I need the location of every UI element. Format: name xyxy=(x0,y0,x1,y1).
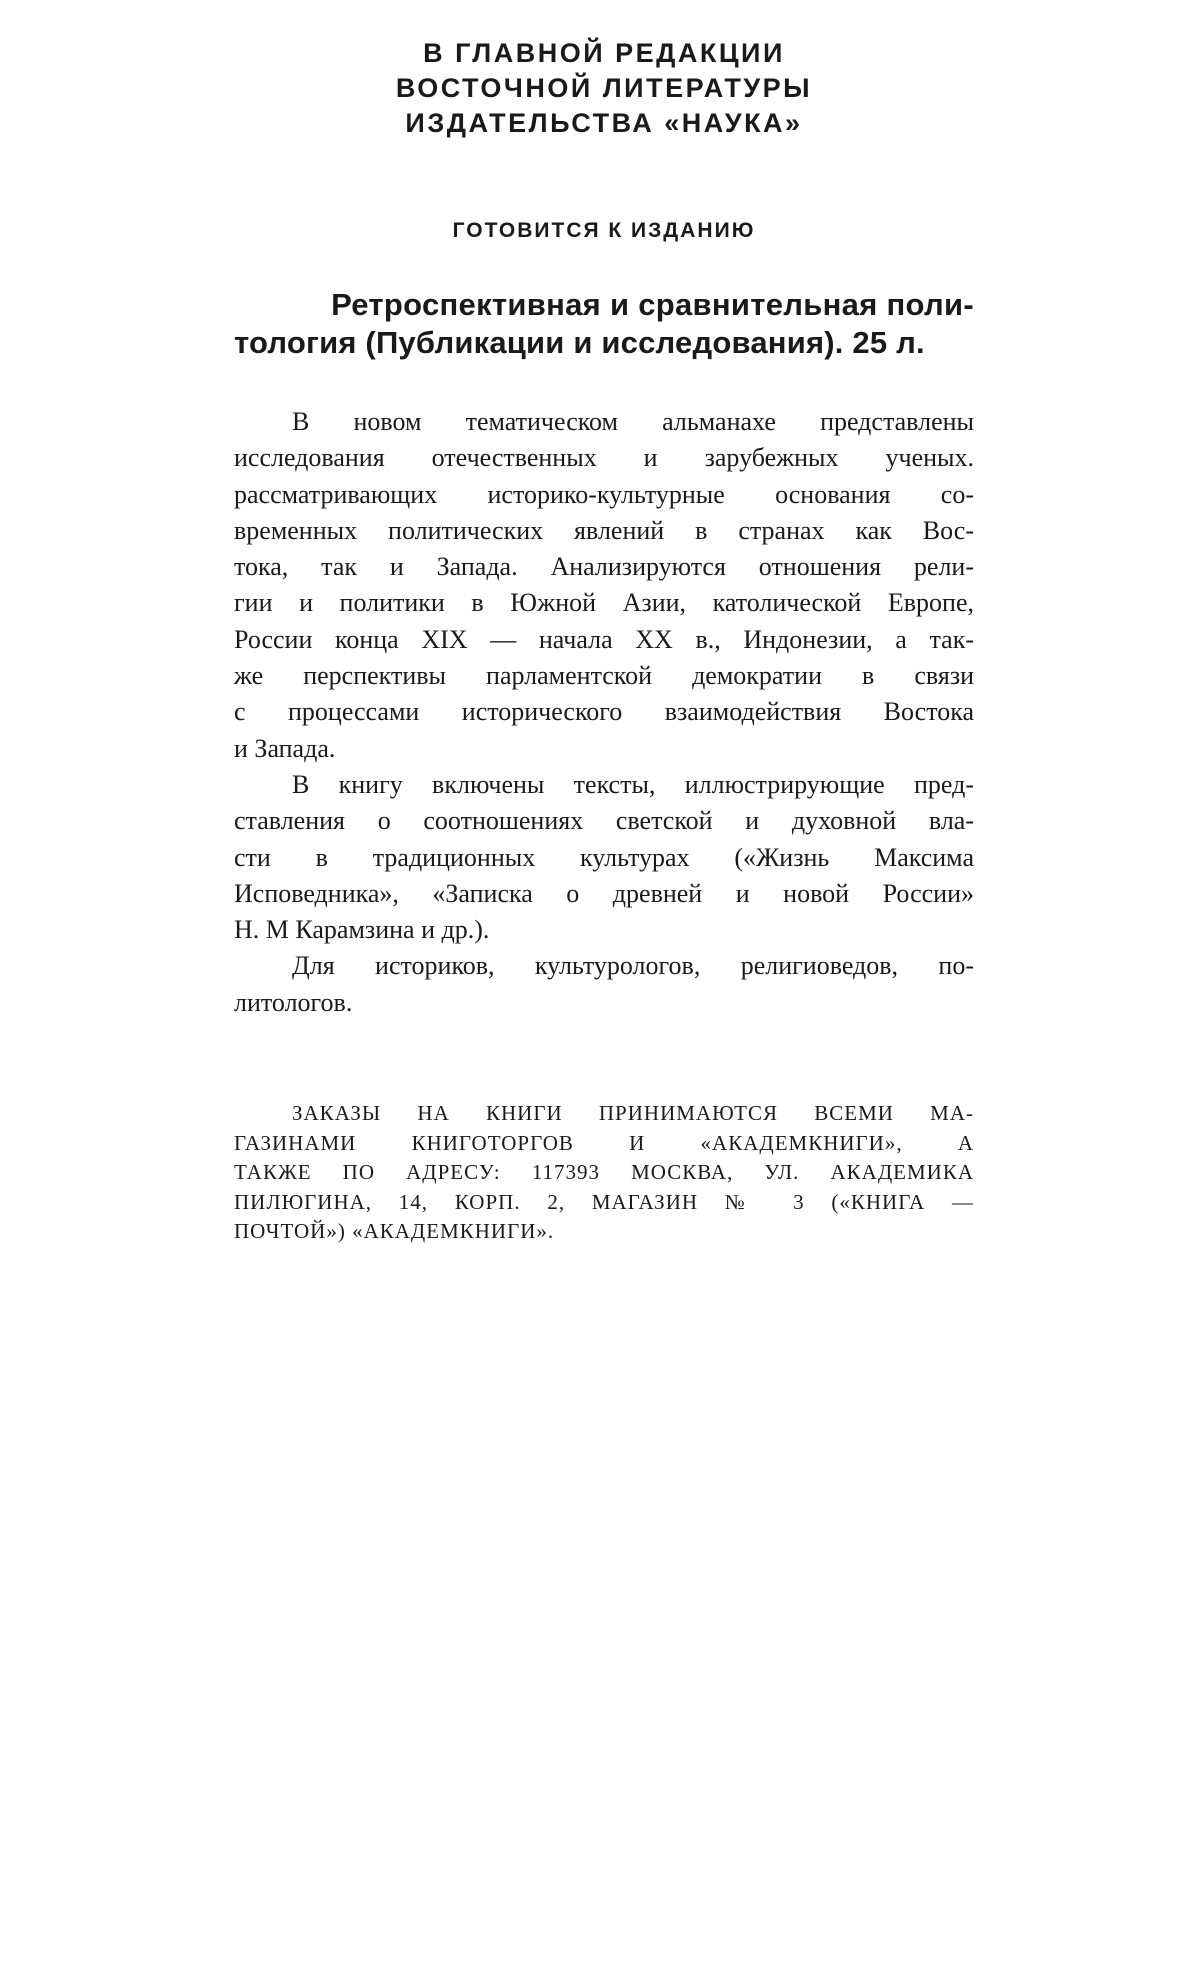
description-line: ставления о соотношениях светской и духовной вла- xyxy=(234,806,974,836)
orders-line: ПОЧТОЙ») «АКАДЕМКНИГИ». xyxy=(234,1219,555,1243)
book-description xyxy=(234,404,974,1021)
description-line: и Запада. xyxy=(234,733,336,763)
description-line: В новом тематическом альманахе представлены xyxy=(292,407,974,436)
description-line: с процессами исторического взаимодействия Востока xyxy=(234,697,974,727)
book-title-line: Ретроспективная и сравнительная поли- xyxy=(331,287,974,322)
orders-notice xyxy=(234,1099,974,1247)
orders-line: ПИЛЮГИНА, 14, КОРП. 2, МАГАЗИН № 3 («КНИГА — xyxy=(234,1189,974,1214)
description-line: рассматривающих историко-культурные основания со- xyxy=(234,479,974,509)
description-line: сти в традиционных культурах («Жизнь Максима xyxy=(234,842,974,872)
description-line: же перспективы парламентской демократии в связи xyxy=(234,661,974,691)
header-line: ИЗДАТЕЛЬСТВА «НАУКА» xyxy=(405,108,803,138)
description-line: В книгу включены тексты, иллюстрирующие пред- xyxy=(292,769,974,799)
book-title xyxy=(234,286,974,362)
description-line: гии и политики в Южной Азии, католической Европе, xyxy=(234,588,974,618)
publisher-header xyxy=(234,36,974,141)
book-title-line: тология (Публикации и исследования). 25 л. xyxy=(234,325,925,360)
orders-line: ГАЗИНАМИ КНИГОТОРГОВ И «АКАДЕМКНИГИ», А xyxy=(234,1130,974,1155)
description-line: тока, так и Запада. Анализируются отношения рели- xyxy=(234,552,974,582)
announcement-heading: ГОТОВИТСЯ К ИЗДАНИЮ xyxy=(452,219,756,242)
description-line: исследования отечественных и зарубежных ученых. xyxy=(234,443,974,473)
header-line: ВОСТОЧНОЙ ЛИТЕРАТУРЫ xyxy=(395,73,813,103)
description-line: литологов. xyxy=(234,987,353,1017)
orders-line: ТАКЖЕ ПО АДРЕСУ: 117393 МОСКВА, УЛ. АКАДЕМИКА xyxy=(234,1160,974,1184)
description-line: России конца XIX — начала XX в., Индонезии, а так- xyxy=(234,624,974,654)
description-line: Н. М Карамзина и др.). xyxy=(234,915,490,945)
description-line: временных политических явлений в странах как Вос- xyxy=(234,515,974,545)
orders-line: ЗАКАЗЫ НА КНИГИ ПРИНИМАЮТСЯ ВСЕМИ МА- xyxy=(292,1101,974,1125)
header-line: В ГЛАВНОЙ РЕДАКЦИИ xyxy=(423,38,785,68)
description-line: Исповедника», «Записка о древней и новой России» xyxy=(234,878,974,908)
description-line: Для историков, культурологов, религиоведов, по- xyxy=(292,951,974,981)
